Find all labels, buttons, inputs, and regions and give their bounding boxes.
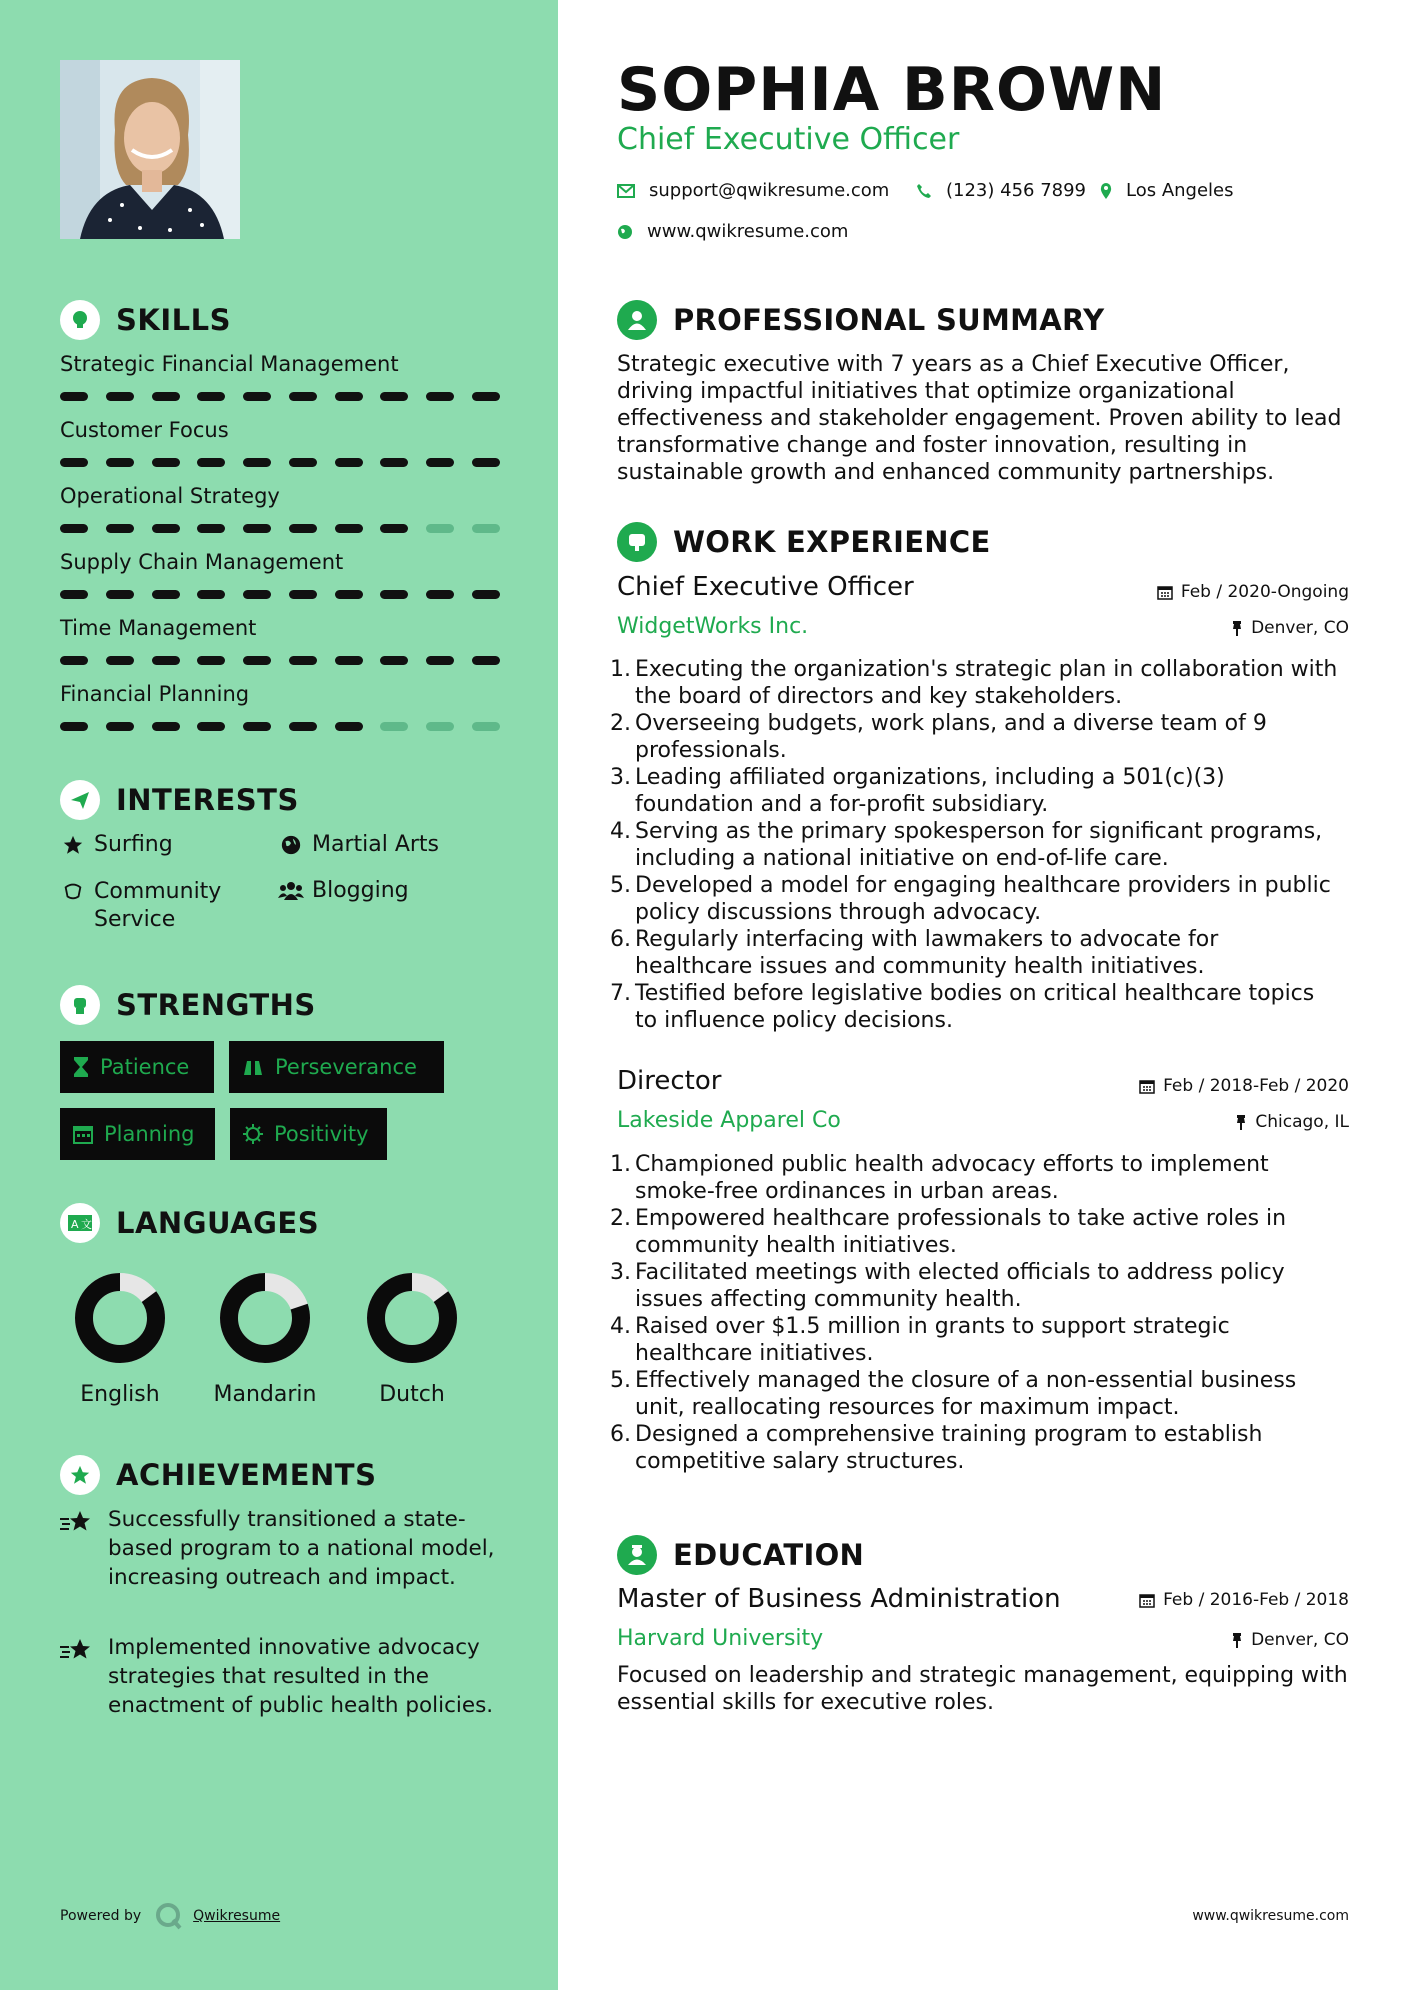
job-bullet [607,1205,1367,1259]
bullet-line: competitive salary structures. [635,1449,965,1474]
strengths-header [60,985,316,1025]
skill-level-bar [60,392,500,401]
skill-level-segment [380,722,408,731]
shooting-star-icon [60,1505,96,1539]
skill-level-segment [426,458,454,467]
hand-icon [60,878,86,902]
interest-label [94,878,221,934]
skill-level-segment [289,656,317,665]
job-dates-text: Feb / 2018-Feb / 2020 [1163,1076,1349,1096]
bullet-number: 1. [610,1152,631,1177]
skill-level-segment [60,722,88,731]
sidebar [0,0,558,1990]
strengths-title: STRENGTHS [116,988,316,1022]
skill-level-bar [60,590,500,599]
profile-photo [60,60,240,239]
pushpin-icon [1235,1114,1247,1130]
skill-name: Strategic Financial Management [60,352,399,376]
email-text: support@qwikresume.com [649,180,890,201]
award-star-icon [60,1455,100,1495]
skills-header [60,300,231,340]
globe-icon [278,832,304,856]
skill-level-segment [60,458,88,467]
skill-level-segment [243,656,271,665]
skill-level-segment [60,524,88,533]
skill-level-segment [243,590,271,599]
job-bullet [607,1421,1367,1475]
company-name: Lakeside Apparel Co [617,1108,841,1133]
contact-location [1100,180,1234,201]
bullet-text [635,1151,1269,1205]
bullet-number: 3. [610,1260,631,1285]
interests-header [60,780,299,820]
language-label: Dutch [379,1382,445,1407]
fist-icon [60,985,100,1025]
bullet-line: healthcare issues and community health initiatives. [635,954,1205,979]
summary-title: PROFESSIONAL SUMMARY [673,303,1105,337]
interests-title: INTERESTS [116,783,299,817]
skill-level-segment [60,590,88,599]
skill-level-segment [106,392,134,401]
bullet-line: Championed public health advocacy efforts to implement [635,1152,1269,1177]
powered-by-label: Powered by [60,1908,142,1924]
job-bullet [607,1367,1367,1421]
skill-level-segment [472,458,500,467]
contact-email[interactable] [617,180,889,201]
job-title: Director [617,1066,722,1096]
bullet-number: 1. [610,657,631,682]
calendar-icon [1139,1592,1155,1608]
strength-tag [60,1041,214,1093]
svg-text:A: A [71,1218,79,1231]
bullet-text [635,1367,1296,1421]
bullet-line: Empowered healthcare professionals to take active roles in [635,1206,1287,1231]
language-item [50,1270,190,1407]
qwikresume-logo-icon [155,1902,183,1930]
skill-level-bar [60,524,500,533]
bullet-line: Testified before legislative bodies on critical healthcare topics [635,981,1315,1006]
skill-level-segment [289,524,317,533]
skill-item [60,550,500,599]
interest-label: Martial Arts [312,832,440,857]
bullet-number: 4. [610,819,631,844]
skill-level-segment [289,458,317,467]
skill-level-segment [197,722,225,731]
skill-level-segment [60,392,88,401]
bullet-line: Developed a model for engaging healthcare providers in public [635,873,1331,898]
job-bullets [607,656,1367,1034]
contact-website[interactable] [617,221,848,242]
job-bullet [607,818,1367,872]
strength-tag [60,1108,215,1160]
job-bullet [607,980,1367,1034]
skill-level-segment [289,722,317,731]
skill-level-bar [60,656,500,665]
achievement-text: Implemented innovative advocacy strategies that resulted in the enactment of public health policies. [108,1635,494,1718]
shooting-star-icon [60,1633,96,1667]
bullet-line: Overseeing budgets, work plans, and a diverse team of 9 [635,711,1267,736]
candidate-role: Chief Executive Officer [617,122,960,157]
interest-item [278,832,439,857]
language-icon [60,1203,100,1243]
summary-text: Strategic executive with 7 years as a Chief Executive Officer, driving impactful initiatives that optimize organizational effectiveness and stakeholder engagement. Proven ability to lead transformative change and foster innovation, resulting in sustainable growth and enhanced community partnerships. [617,352,1342,485]
education-dates [1139,1590,1349,1610]
skill-level-bar [60,458,500,467]
bullet-line: Executing the organization's strategic plan in collaboration with [635,657,1338,682]
job-location [1231,618,1349,638]
skill-level-segment [426,722,454,731]
strength-tag [229,1041,444,1093]
bullet-line: policy discussions through advocacy. [635,900,1042,925]
skill-level-segment [197,656,225,665]
map-pin-icon [1100,182,1112,200]
svg-text:文: 文 [81,1218,92,1231]
skill-item [60,616,500,665]
bullet-number: 5. [610,1368,631,1393]
qwikresume-link[interactable]: Qwikresume [193,1908,281,1924]
bullet-line: Serving as the primary spokesperson for significant programs, [635,819,1323,844]
bullet-number: 5. [610,873,631,898]
bullet-number: 2. [610,1206,631,1231]
achievements-title: ACHIEVEMENTS [116,1458,377,1492]
bullet-line: including a national initiative on end-of-life care. [635,846,1169,871]
skill-level-segment [106,656,134,665]
job-location [1235,1112,1349,1132]
bullet-line: healthcare initiatives. [635,1341,874,1366]
skill-level-segment [106,458,134,467]
skill-level-segment [152,458,180,467]
bullet-text [635,1313,1230,1367]
bullet-number: 4. [610,1314,631,1339]
interest-item [60,878,221,934]
skill-item [60,352,500,401]
phone-icon [916,183,932,199]
powered-by [60,1902,280,1930]
skill-level-segment [335,524,363,533]
language-item [195,1270,335,1407]
bullet-text [635,1421,1262,1475]
skill-level-segment [106,722,134,731]
interest-label-line: Service [94,907,176,932]
skill-level-segment [472,524,500,533]
skill-level-segment [243,392,271,401]
skill-level-segment [472,656,500,665]
job-bullet [607,710,1367,764]
skill-level-segment [152,590,180,599]
bullet-text [635,710,1267,764]
strength-label: Planning [104,1122,195,1146]
skill-level-segment [335,590,363,599]
job-bullet [607,764,1367,818]
achievement-item [60,1505,500,1592]
skill-level-segment [472,722,500,731]
skill-name: Operational Strategy [60,484,280,508]
job-bullet [607,872,1367,926]
bullet-line: Facilitated meetings with elected officials to address policy [635,1260,1285,1285]
globe-icon [617,224,633,240]
job-bullet [607,656,1367,710]
calendar-icon [1139,1078,1155,1094]
skill-level-segment [197,590,225,599]
skill-level-segment [243,524,271,533]
degree-name: Master of Business Administration [617,1584,1061,1614]
bullet-number: 3. [610,765,631,790]
skill-level-segment [152,656,180,665]
bullet-line: Effectively managed the closure of a non-essential business [635,1368,1297,1393]
pushpin-icon [1231,620,1243,636]
skill-name: Supply Chain Management [60,550,344,574]
skill-level-segment [335,458,363,467]
strength-label: Perseverance [275,1055,417,1079]
education-header [617,1535,864,1575]
strength-label: Patience [100,1055,190,1079]
skill-name: Financial Planning [60,682,250,706]
skill-item [60,682,500,731]
strength-label: Positivity [274,1122,369,1146]
skill-name: Customer Focus [60,418,229,442]
paper-plane-icon [60,780,100,820]
skill-level-segment [335,656,363,665]
bullet-text [635,1259,1285,1313]
bullet-text [635,980,1314,1034]
skill-level-segment [60,656,88,665]
skill-level-segment [106,590,134,599]
skill-level-segment [243,722,271,731]
calendar-icon [72,1123,94,1145]
job-dates [1157,582,1349,602]
bullet-line: foundation and a for-profit subsidiary. [635,792,1049,817]
job-dates [1139,1076,1349,1096]
experience-title: WORK EXPERIENCE [673,525,991,559]
location-text: Los Angeles [1126,180,1234,201]
contact-phone[interactable] [916,180,1086,201]
interest-item [278,878,409,903]
sun-icon [242,1123,264,1145]
calendar-icon [1157,584,1173,600]
skill-level-segment [152,392,180,401]
achievement-text: Successfully transitioned a state-based program to a national model, increasing outreach and impact. [108,1507,495,1590]
website-text: www.qwikresume.com [647,221,849,242]
skill-level-segment [472,392,500,401]
language-label: Mandarin [213,1382,317,1407]
school-name: Harvard University [617,1626,824,1651]
skill-level-segment [380,458,408,467]
pushpin-icon [1231,1632,1243,1648]
bullet-line: Regularly interfacing with lawmakers to advocate for [635,927,1219,952]
interest-label: Surfing [94,832,173,857]
languages-title: LANGUAGES [116,1206,320,1240]
strength-tag [230,1108,387,1160]
skill-level-bar [60,722,500,731]
language-item [342,1270,482,1407]
experience-header [617,522,991,562]
skill-level-segment [289,392,317,401]
bullet-line: Leading affiliated organizations, including a 501(c)(3) [635,765,1225,790]
bullet-number: 6. [610,927,631,952]
bullet-line: issues affecting community health. [635,1287,1022,1312]
graduate-icon [617,1535,657,1575]
job-title: Chief Executive Officer [617,572,914,602]
language-donut [217,1270,313,1366]
achievements-header [60,1455,376,1495]
skill-level-segment [426,392,454,401]
bullet-line: professionals. [635,738,787,763]
bullet-line: unit, reallocating resources for maximum impact. [635,1395,1180,1420]
education-title: EDUCATION [673,1538,865,1572]
skill-item [60,484,500,533]
education-location [1231,1630,1349,1650]
skill-level-segment [426,524,454,533]
skill-level-segment [197,524,225,533]
skill-level-segment [426,590,454,599]
lightbulb-icon [60,300,100,340]
job-bullet [607,1313,1367,1367]
bullet-line: community health initiatives. [635,1233,957,1258]
bullet-line: to influence policy decisions. [635,1008,953,1033]
skill-level-segment [380,656,408,665]
bullet-number: 7. [610,981,631,1006]
bullet-line: smoke-free ordinances in urban areas. [635,1179,1059,1204]
interest-item [60,832,173,857]
job-bullet [607,1151,1367,1205]
skill-level-segment [335,722,363,731]
bullet-text [635,872,1331,926]
skill-level-segment [289,590,317,599]
bullet-number: 6. [610,1422,631,1447]
briefcase-icon [617,522,657,562]
hourglass-icon [72,1056,90,1078]
bullet-text [635,1205,1286,1259]
achievement-item [60,1633,500,1720]
binoculars-icon [241,1057,265,1077]
user-icon [617,300,657,340]
bullet-line: Designed a comprehensive training program to establish [635,1422,1263,1447]
users-icon [278,878,304,902]
bullet-line: Raised over $1.5 million in grants to support strategic [635,1314,1230,1339]
education-location-text: Denver, CO [1251,1630,1349,1650]
envelope-icon [617,184,635,198]
education-text: Focused on leadership and strategic management, equipping with essential skills for executive roles. [617,1663,1348,1715]
skill-level-segment [152,722,180,731]
phone-text: (123) 456 7899 [946,180,1087,201]
skill-name: Time Management [60,616,257,640]
skill-level-segment [380,590,408,599]
skills-title: SKILLS [116,303,231,337]
bullet-text [635,764,1225,818]
job-location-text: Chicago, IL [1255,1112,1349,1132]
skill-level-segment [106,524,134,533]
job-bullets [607,1151,1367,1475]
interest-label: Blogging [312,878,409,903]
skill-level-segment [197,392,225,401]
skill-level-segment [380,392,408,401]
star-icon [60,832,86,856]
company-name: WidgetWorks Inc. [617,614,809,639]
bullet-text [635,818,1322,872]
language-donut [72,1270,168,1366]
bullet-number: 2. [610,711,631,736]
bullet-text [635,926,1218,980]
candidate-name: SOPHIA BROWN [617,55,1167,125]
skill-level-segment [380,524,408,533]
skill-item [60,418,500,467]
languages-header [60,1203,319,1243]
job-bullet [607,1259,1367,1313]
education-dates-text: Feb / 2016-Feb / 2018 [1163,1590,1349,1610]
footer-website[interactable]: www.qwikresume.com [1192,1908,1349,1924]
job-location-text: Denver, CO [1251,618,1349,638]
skill-level-segment [243,458,271,467]
skill-level-segment [335,392,363,401]
skill-level-segment [472,590,500,599]
bullet-line: the board of directors and key stakeholders. [635,684,1123,709]
job-bullet [607,926,1367,980]
bullet-text [635,656,1337,710]
skill-level-segment [197,458,225,467]
language-label: English [80,1382,160,1407]
interest-label-line: Community [94,879,222,904]
skill-level-segment [152,524,180,533]
skill-level-segment [426,656,454,665]
job-dates-text: Feb / 2020-Ongoing [1180,582,1349,602]
language-donut [364,1270,460,1366]
summary-header [617,300,1104,340]
